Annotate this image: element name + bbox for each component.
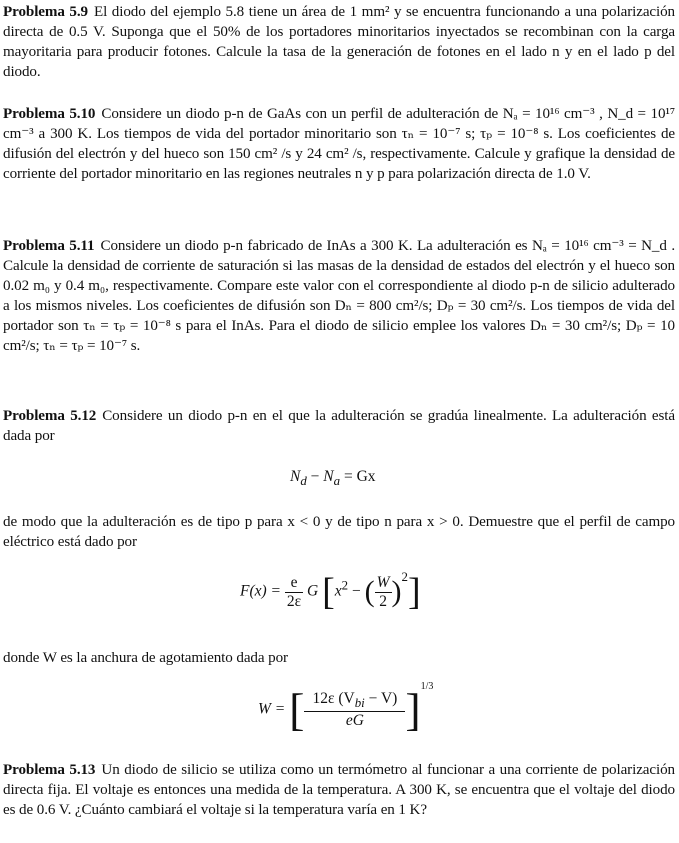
eq-operator: − [306, 468, 324, 485]
eq-paren-right: ) [391, 575, 402, 608]
eq-fraction-w [375, 574, 392, 611]
problem-5-12-text3 [3, 648, 675, 668]
eq-bracket-right: ] [405, 684, 421, 736]
eq-exponent: 1/3 [420, 681, 434, 693]
equation-depletion-width [258, 681, 434, 736]
eq-subscript: d [300, 473, 307, 489]
eq-bracket-right: ] [407, 571, 421, 613]
problem-5-12 [3, 406, 675, 446]
problem-5-9 [3, 2, 675, 82]
eq-numerator [304, 690, 405, 712]
eq-symbol: N [290, 468, 301, 485]
eq-lhs: W = [258, 700, 286, 718]
eq-operator: − [351, 582, 361, 600]
problem-text: Considere un diodo p-n de GaAs con un perfil de adulteración de Nₐ = 10¹⁶ cm⁻³ , N_d = 10¹⁷ cm⁻³ a 300 K. Los tiempos de vida del portador minoritario son τₙ = 10⁻⁷ s; τₚ = 10⁻⁸ s. Los coeficientes de difusión del electrón y del hueco son 150 cm² /s y 24 cm² /s, respectivamente. Calcule y grafique la densidad de corriente del portador minoritario en las regiones neutrales n y p para polarización directa de 1.0 V. [3, 106, 675, 182]
eq-rhs: = Gx [340, 468, 376, 485]
problem-label: Problema 5.9 [3, 4, 88, 20]
eq-paren-left: ( [364, 575, 375, 608]
problem-5-13-body [3, 760, 675, 820]
problem-5-11-body [3, 236, 675, 356]
eq-symbol: x [334, 582, 342, 600]
problem-5-13 [3, 760, 675, 820]
eq-subscript: a [333, 473, 341, 489]
eq-numerator: W [376, 573, 390, 591]
eq-denominator: eG [345, 712, 364, 730]
problem-5-9-body [3, 2, 675, 82]
eq-symbol: G [307, 582, 319, 600]
problem-5-12-body [3, 406, 675, 446]
eq-symbol: N [323, 468, 334, 485]
problem-text: Un diodo de silicio se utiliza como un termómetro al funcionar a una corriente de polarización directa fija. El voltaje es entonces una medida de la temperatura. A 300 K, se encuentra que el voltaje del diodo es de 0.6 V. ¿Cuánto cambiará el voltaje si la temperatura varía en 1 K? [3, 762, 675, 818]
problem-text: El diodo del ejemplo 5.8 tiene un área de 1 mm² y se encuentra funcionando a una polarización directa de 0.5 V. Suponga que el 50% de los portadores minoritarios inyectados se recombinan con la carga mayoritaria para producir fotones. Calcule la tasa de la generación de fotones en el lado n y en el lado p del diodo. [3, 4, 676, 80]
eq-fraction [285, 574, 303, 611]
problem-5-10 [3, 104, 675, 184]
eq-bracket-left: [ [289, 684, 305, 736]
eq-exponent: 2 [401, 569, 408, 585]
eq-fraction [304, 690, 405, 730]
eq-lhs: F(x) = [240, 582, 282, 600]
eq-numerator-text: 12ε (V [312, 690, 355, 707]
problem-5-11 [3, 236, 675, 356]
problem-label: Problema 5.12 [3, 408, 97, 424]
eq-denominator: 2 [379, 592, 387, 610]
problem-5-12-continuation [3, 512, 675, 552]
problem-label: Problema 5.13 [3, 762, 96, 778]
eq-bracket-left: [ [322, 571, 335, 613]
problem-5-12-text2: de modo que la adulteración es de tipo p para x < 0 y de tipo n para x > 0. Demuestre que el perfil de campo eléctrico está dado por [3, 514, 675, 550]
problem-5-10-body [3, 104, 675, 184]
equation-electric-field: F(x) = $\frac{e}{2\varepsilon}$ G [$x^2$ − ( $\frac{W}{2}$ )$^2$] [240, 569, 421, 613]
problem-text: Considere un diodo p-n fabricado de InAs a 300 K. La adulteración es Nₐ = 10¹⁶ cm⁻³ = N_d . Calcule la densidad de corriente de saturación si las masas de la densidad de estados del electrón y el hueco son 0.02 m₀ y 0.4 m₀, respectivamente. Compare este valor con el correspondiente al diodo p-n de silicio adulterado a los mismos niveles. Los coeficientes de difusión son Dₙ = 800 cm²/s; Dₚ = 30 cm²/s. Los tiempos de vida del portador son τₙ = τₚ = 10⁻⁸ s para el InAs. Para el diodo de silicio emplee los valores Dₙ = 30 cm²/s; Dₚ = 10 cm²/s; τₙ = τₚ = 10⁻⁷ s. [3, 238, 676, 354]
problem-label: Problema 5.11 [3, 238, 95, 254]
problem-label: Problema 5.10 [3, 106, 96, 122]
equation-doping-gradient [290, 468, 376, 489]
eq-numerator: e [285, 574, 303, 593]
eq-denominator: 2ε [286, 592, 302, 610]
problem-5-12-continuation-2 [3, 648, 675, 668]
problem-text: Considere un diodo p-n en el que la adulteración se gradúa linealmente. La adulteración está dada por [3, 408, 675, 444]
eq-numerator-end: − V) [364, 690, 398, 707]
problem-text: donde W es la anchura de agotamiento dada por [3, 650, 288, 666]
eq-subscript: bi [354, 695, 365, 711]
